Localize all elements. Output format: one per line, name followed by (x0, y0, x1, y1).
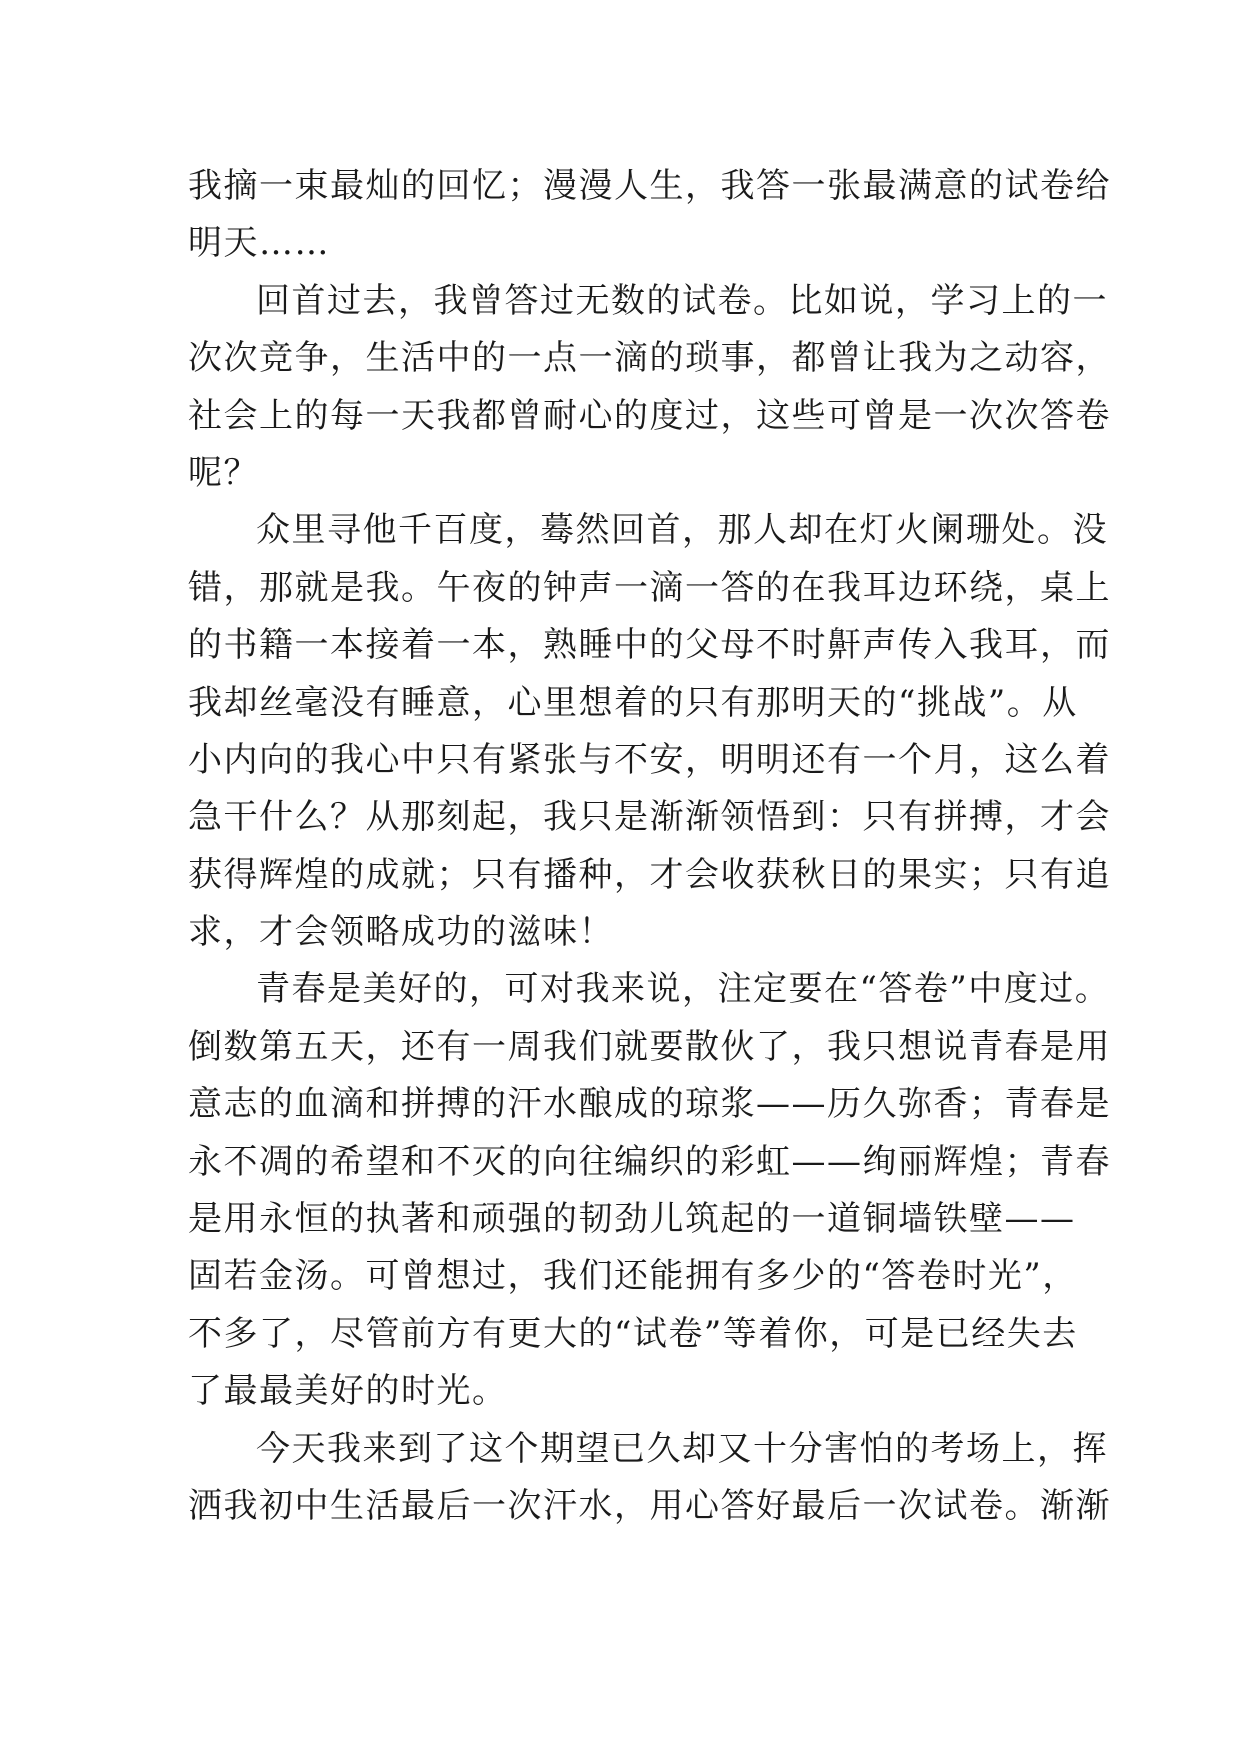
text-line: 次次竞争，生活中的一点一滴的琐事，都曾让我为之动容， (188, 338, 1111, 379)
text-line: 错，那就是我。午夜的钟声一滴一答的在我耳边环绕，桌上 (188, 567, 1111, 608)
text-line: 我摘一束最灿的回忆；漫漫人生，我答一张最满意的试卷给 (188, 166, 1111, 206)
text-line: 明天…… (188, 223, 330, 264)
text-line: 回首过去，我曾答过无数的试卷。比如说，学习上的一 (256, 280, 1108, 321)
text-line: 社会上的每一天我都曾耐心的度过，这些可曾是一次次答卷 (188, 395, 1111, 436)
text-line: 的书籍一本接着一本，熟睡中的父母不时鼾声传入我耳，而 (188, 625, 1111, 666)
text-line: 求，才会领略成功的滋味！ (188, 912, 614, 953)
text-line: 获得辉煌的成就；只有播种，才会收获秋日的果实；只有追 (188, 854, 1111, 895)
text-line: 青春是美好的，可对我来说，注定要在“答卷”中度过。 (256, 969, 1111, 1010)
text-line: 永不凋的希望和不灭的向往编织的彩虹——绚丽辉煌；青春 (188, 1141, 1111, 1182)
text-line: 今天我来到了这个期望已久却又十分害怕的考场上，挥 (256, 1428, 1108, 1469)
essay-body (188, 158, 1111, 1535)
text-line: 呢？ (188, 452, 259, 493)
text-line: 我却丝毫没有睡意，心里想着的只有那明天的“挑战”。从 (188, 682, 1078, 723)
text-line: 洒我初中生活最后一次汗水，用心答好最后一次试卷。渐渐 (188, 1485, 1111, 1526)
text-line: 众里寻他千百度，蓦然回首，那人却在灯火阑珊处。没 (256, 510, 1108, 551)
text-line: 了最最美好的时光。 (188, 1371, 508, 1412)
text-line: 急干什么？从那刻起，我只是渐渐领悟到：只有拼搏，才会 (188, 797, 1111, 838)
text-line: 是用永恒的执著和顽强的韧劲儿筑起的一道铜墙铁壁—— (188, 1199, 1076, 1240)
text-line: 小内向的我心中只有紧张与不安，明明还有一个月，这么着 (188, 739, 1111, 780)
text-line: 倒数第五天，还有一周我们就要散伙了，我只想说青春是用 (188, 1026, 1111, 1067)
text-line: 固若金汤。可曾想过，我们还能拥有多少的“答卷时光”， (188, 1256, 1078, 1297)
text-line: 意志的血滴和拼搏的汗水酿成的琼浆——历久弥香；青春是 (188, 1084, 1111, 1125)
text-line: 不多了，尽管前方有更大的“试卷”等着你，可是已经失去 (188, 1313, 1078, 1354)
